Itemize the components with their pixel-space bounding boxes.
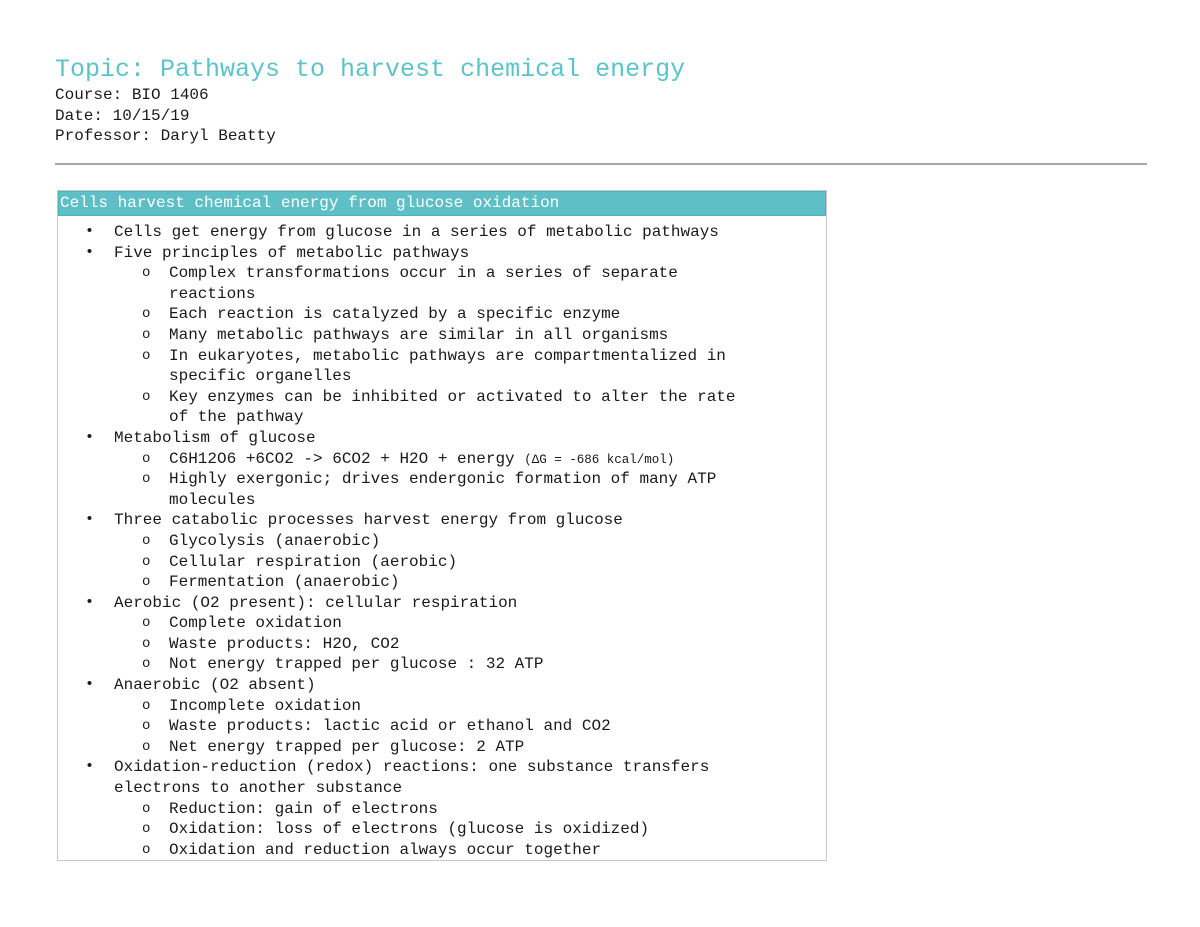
sub-bullet-item (58, 469, 826, 490)
sub-bullet-icon: o (142, 347, 151, 364)
bullet-item (58, 593, 826, 614)
sub-bullet-icon: o (142, 656, 151, 673)
item-text-main: Aerobic (O2 present): cellular respiration (114, 593, 518, 612)
item-text (114, 593, 517, 614)
sub-bullet-item (58, 325, 826, 346)
item-text-main: Fermentation (anaerobic) (169, 573, 400, 592)
course-line: Course: BIO 1406 (55, 86, 209, 104)
item-text-main: Complex transformations occur in a series of separate (169, 264, 678, 283)
item-text (169, 613, 342, 634)
item-text-main: electrons to another substance (114, 779, 403, 798)
bullet-item (58, 428, 826, 449)
sub-bullet-icon: o (142, 615, 151, 632)
section-title: Cells harvest chemical energy from glucose oxidation (58, 191, 826, 216)
item-text (169, 531, 380, 552)
item-text (169, 716, 611, 737)
header-divider (55, 163, 1147, 165)
item-text (169, 304, 620, 325)
sub-bullet-item (58, 737, 826, 758)
sub-bullet-item (58, 654, 826, 675)
sub-bullet-icon: o (142, 635, 151, 652)
sub-bullet-icon: o (142, 718, 151, 735)
sub-bullet-item (58, 552, 826, 573)
item-text-main: C6H12O6 +6CO2 -> 6CO2 + H2O + energy (169, 449, 525, 468)
item-text-main: Key enzymes can be inhibited or activated to alter the rate (169, 387, 736, 406)
delta-g-annotation: (ΔG = -686 kcal/mol) (524, 452, 675, 467)
item-text (114, 675, 316, 696)
item-text (169, 263, 678, 284)
item-text-main: Oxidation and reduction always occur together (169, 840, 602, 859)
sub-bullet-item (58, 304, 826, 325)
sub-bullet-icon: o (142, 841, 151, 858)
bullet-item (58, 778, 826, 799)
item-text-main: Waste products: lactic acid or ethanol and CO2 (169, 717, 611, 736)
bullet-icon: • (85, 223, 95, 240)
item-text-main: Highly exergonic; drives endergonic formation of many ATP (169, 470, 717, 489)
sub-bullet-icon: o (142, 326, 151, 343)
bullet-icon: • (85, 758, 95, 776)
sub-bullet-icon: o (142, 532, 151, 549)
sub-bullet-item (58, 840, 826, 861)
item-text-main: of the pathway (169, 408, 304, 427)
item-text (169, 696, 361, 717)
sub-bullet-icon: o (142, 306, 151, 323)
page-title: Topic: Pathways to harvest chemical energy (55, 55, 686, 84)
sub-bullet-icon: o (142, 697, 151, 714)
sub-bullet-item (58, 634, 826, 655)
bullet-item (58, 510, 826, 531)
sub-bullet-item (58, 799, 826, 820)
bullet-icon: • (85, 243, 95, 261)
sub-bullet-item (58, 531, 826, 552)
item-text-main: Complete oxidation (169, 614, 342, 633)
sub-bullet-icon: o (142, 553, 151, 570)
sub-bullet-item (58, 696, 826, 717)
item-text-main: Oxidation-reduction (redox) reactions: one substance transfers (114, 758, 710, 777)
sub-bullet-item (58, 449, 826, 470)
sub-bullet-item (58, 572, 826, 593)
item-text-main: Oxidation: loss of electrons (glucose is oxidized) (169, 820, 650, 839)
bullet-icon: • (85, 676, 95, 694)
item-text-main: Reduction: gain of electrons (169, 799, 438, 818)
item-text-main: Five principles of metabolic pathways (114, 243, 470, 262)
sub-bullet-item (58, 387, 826, 408)
item-text-main: Three catabolic processes harvest energy from glucose (114, 511, 623, 530)
item-text (169, 387, 736, 408)
bullet-icon: • (85, 511, 95, 529)
item-text (169, 737, 524, 758)
sub-bullet-icon: o (142, 471, 151, 488)
item-text (169, 654, 543, 675)
sub-bullet-icon: o (142, 738, 151, 755)
sub-bullet-icon: o (142, 574, 151, 591)
item-text (114, 222, 719, 243)
sub-bullet-item (58, 407, 826, 428)
item-text (169, 552, 457, 573)
item-text (169, 819, 649, 840)
item-text (169, 840, 601, 861)
item-text (169, 449, 674, 471)
bullet-icon: • (85, 428, 95, 446)
item-text (169, 490, 255, 511)
sub-bullet-item (58, 366, 826, 387)
item-text-main: Cells get energy from glucose in a series of metabolic pathways (114, 223, 719, 241)
item-text (114, 778, 402, 799)
item-text (169, 634, 399, 655)
item-text-main: Anaerobic (O2 absent) (114, 676, 316, 695)
notes-header (55, 55, 685, 147)
item-text (169, 284, 255, 305)
item-text-main: Not energy trapped per glucose : 32 ATP (169, 655, 544, 674)
sub-bullet-icon: o (142, 800, 151, 817)
item-text (169, 799, 438, 820)
item-text (169, 325, 668, 346)
item-text-main: Metabolism of glucose (114, 428, 316, 447)
sub-bullet-item (58, 490, 826, 511)
bullet-icon: • (85, 593, 95, 611)
item-text (114, 243, 469, 264)
sub-bullet-icon: o (142, 265, 151, 282)
item-text-main: reactions (169, 284, 256, 303)
bullet-item (58, 757, 826, 778)
item-text (169, 572, 399, 593)
professor-line: Professor: Daryl Beatty (55, 127, 276, 145)
item-text (114, 510, 623, 531)
item-text-main: specific organelles (169, 367, 352, 386)
sub-bullet-item (58, 613, 826, 634)
bullet-item (58, 243, 826, 264)
item-text-main: In eukaryotes, metabolic pathways are compartmentalized in (169, 346, 726, 365)
notes-section (57, 190, 827, 861)
item-text-main: Glycolysis (anaerobic) (169, 531, 381, 550)
sub-bullet-icon: o (142, 450, 151, 467)
sub-bullet-item (58, 346, 826, 367)
sub-bullet-item (58, 819, 826, 840)
item-text (114, 428, 316, 449)
item-text-main: Cellular respiration (aerobic) (169, 552, 458, 571)
item-text (169, 407, 303, 428)
item-text (169, 346, 726, 367)
item-text (169, 366, 351, 387)
notes-list (58, 222, 826, 860)
item-text (114, 757, 709, 778)
item-text-main: Net energy trapped per glucose: 2 ATP (169, 737, 525, 756)
item-text-main: Waste products: H2O, CO2 (169, 634, 400, 653)
item-text (169, 469, 716, 490)
sub-bullet-icon: o (142, 821, 151, 838)
sub-bullet-item (58, 284, 826, 305)
bullet-item (58, 675, 826, 696)
item-text-main: molecules (169, 490, 256, 509)
item-text-main: Many metabolic pathways are similar in all organisms (169, 325, 669, 344)
sub-bullet-item (58, 263, 826, 284)
sub-bullet-icon: o (142, 388, 151, 405)
item-text-main: Each reaction is catalyzed by a specific enzyme (169, 305, 621, 324)
bullet-item (58, 222, 826, 243)
sub-bullet-item (58, 716, 826, 737)
item-text-main: Incomplete oxidation (169, 696, 362, 715)
date-line: Date: 10/15/19 (55, 106, 190, 125)
